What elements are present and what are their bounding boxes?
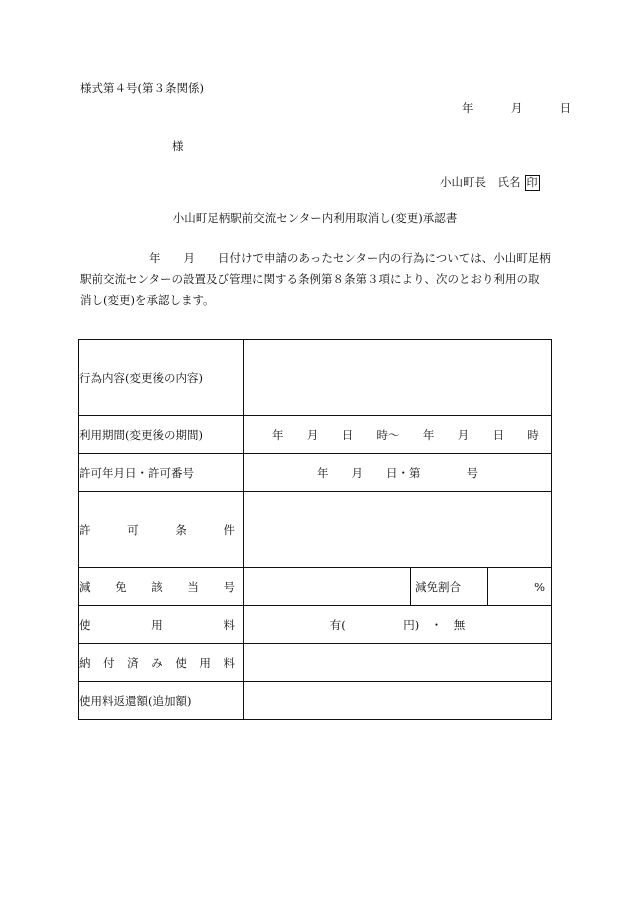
approval-form-table xyxy=(78,339,552,720)
body-line-3: 消し(変更)を承認します。 xyxy=(80,293,215,307)
period-start-day: 日 xyxy=(341,427,354,442)
date-year-label: 年 xyxy=(462,101,474,115)
label-refund: 使用料返還額(追加額) xyxy=(79,682,244,720)
value-paid-fee[interactable] xyxy=(244,644,552,682)
label-reduction-char: 減 xyxy=(79,579,91,594)
label-reduction-rate: 減免割合 xyxy=(411,568,488,606)
label-paid-fee-char: 付 xyxy=(103,655,115,670)
period-fields xyxy=(244,427,551,443)
label-conditions-char: 可 xyxy=(127,522,139,537)
label-fee-char: 料 xyxy=(223,617,235,632)
label-paid-fee-char: み xyxy=(151,655,163,670)
body-line-2: 駅前交流センターの設置及び管理に関する条例第８条第３項により、次のとおり利用の取 xyxy=(80,272,540,286)
value-permit[interactable] xyxy=(244,454,552,492)
label-activity: 行為内容(変更後の内容) xyxy=(79,340,244,416)
row-permit xyxy=(79,454,552,492)
label-conditions-char: 許 xyxy=(79,522,91,537)
value-reduction-rate[interactable]: % xyxy=(488,568,552,606)
value-activity[interactable] xyxy=(244,340,552,416)
period-start-year: 年 xyxy=(272,427,284,442)
issuer-name-label: 小山町長 氏名 xyxy=(440,175,521,189)
row-period xyxy=(79,416,552,454)
label-paid-fee-char: 使 xyxy=(175,655,187,670)
row-refund xyxy=(79,682,552,720)
label-reduction-char: 該 xyxy=(151,579,163,594)
body-text xyxy=(80,248,552,311)
period-end-day: 日 xyxy=(492,427,505,442)
label-paid-fee xyxy=(79,644,244,682)
issuer xyxy=(440,174,540,191)
label-conditions xyxy=(79,492,244,568)
value-period[interactable] xyxy=(244,416,552,454)
row-conditions xyxy=(79,492,552,568)
row-reduction xyxy=(79,568,552,606)
value-conditions[interactable] xyxy=(244,492,552,568)
value-fee[interactable] xyxy=(244,606,552,644)
period-start-month: 月 xyxy=(306,427,319,442)
document-title: 小山町足柄駅前交流センター内利用取消し(変更)承認書 xyxy=(172,211,458,225)
label-conditions-char: 条 xyxy=(175,522,187,537)
date-day-label: 日 xyxy=(559,101,572,115)
label-paid-fee-char: 用 xyxy=(199,655,211,670)
date-month-label: 月 xyxy=(510,101,523,115)
label-conditions-char: 件 xyxy=(223,522,235,537)
period-end-month: 月 xyxy=(457,427,470,442)
addressee-suffix: 様 xyxy=(172,139,184,153)
label-period: 利用期間(変更後の期間) xyxy=(79,416,244,454)
label-fee-char: 使 xyxy=(79,617,91,632)
label-reduction-char: 当 xyxy=(187,579,199,594)
seal-mark: 印 xyxy=(526,176,538,189)
date-line xyxy=(462,100,571,116)
label-paid-fee-char: 納 xyxy=(79,655,91,670)
period-end-hour: 時 xyxy=(527,427,539,442)
form-number: 様式第４号(第３条関係) xyxy=(80,81,204,95)
row-paid-fee xyxy=(79,644,552,682)
label-fee-char: 用 xyxy=(151,617,163,632)
row-activity xyxy=(79,340,552,416)
label-fee xyxy=(79,606,244,644)
period-start-hour: 時～ xyxy=(376,427,400,442)
label-reduction xyxy=(79,568,244,606)
body-line-1: 年 月 日付けで申請のあったセンター内の行為については、小山町足柄 xyxy=(80,251,551,265)
label-paid-fee-char: 済 xyxy=(127,655,139,670)
fee-options: 有( 円) ・ 無 xyxy=(329,617,466,632)
label-reduction-char: 免 xyxy=(115,579,127,594)
value-refund[interactable] xyxy=(244,682,552,720)
label-paid-fee-char: 料 xyxy=(223,655,235,670)
label-reduction-char: 号 xyxy=(223,579,235,594)
label-permit: 許可年月日・許可番号 xyxy=(79,454,244,492)
value-reduction-number[interactable] xyxy=(244,568,411,606)
row-fee xyxy=(79,606,552,644)
period-end-year: 年 xyxy=(422,427,435,442)
permit-fields: 年 月 日・第 号 xyxy=(317,465,478,480)
